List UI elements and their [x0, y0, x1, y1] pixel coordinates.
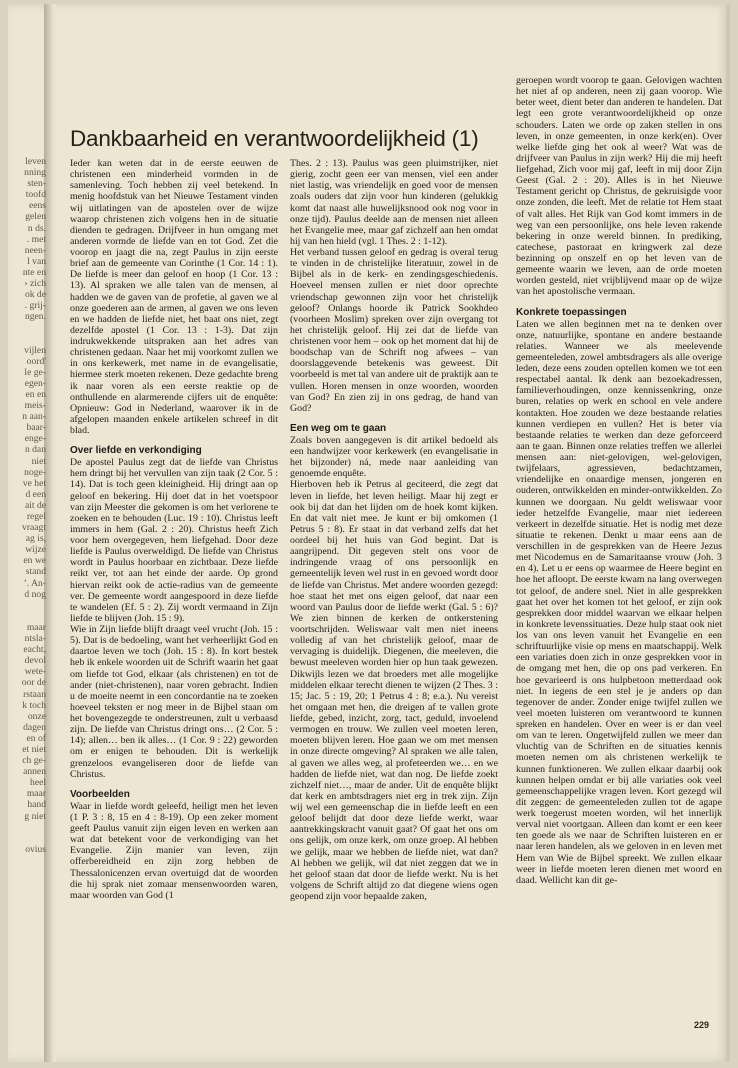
margin-fragment: ok de [24, 289, 46, 301]
intro-paragraph: Ieder kan weten dat in de eerste eeuwen de christenen een minderheid vormden in de samenleving. Toch hebben zij veel betekend. In menig hoofdstuk van het Nieuwe Testament vinden wij uitlatingen van de apostelen over de wijze waarop christenen zich volgens hen in de situatie dienden te gedragen. Drijfveer in hun omgang met anderen vormde de liefde van en tot God. Zet die voorop en jaagt die na, zegt Paulus in zijn eerste brief aan de gemeente van Corinthe (1 Cor. 14 : 1). De liefde is meer dan geloof en hoop (1 Cor. 13 : 13). Al spraken we alle talen van de mensen, al hadden we de gaven van de profetie, al gaven we al onze goederen aan de armen, al gaven we ons leven en we hadden de liefde niet, het baat ons niet, zegt dezelfde apostel (1 Cor. 13 : 1-3). Dat zijn indrukwekkende uitspraken aan het adres van christenen gedaan. Naar het mij voorkomt zullen we in ons kerkewerk, met name in de evangelisatie, hiermee sterk moeten rekenen. Deze gedachte breng ik naar voren als een eerste reaktie op de onthullende en alarmerende cijfers uit de enquête: Opnieuw: God in Nederland, waarover ik in de afgelopen maanden enkele artikelen schreef in dit blad. [70, 158, 278, 436]
margin-fragment: enge- [24, 433, 46, 445]
margin-fragment: toofd [25, 189, 46, 201]
margin-fragment: vraagt [22, 522, 46, 534]
margin-fragment: le ge- [24, 366, 46, 378]
margin-fragment [8, 611, 46, 622]
margin-fragment: ovius [25, 843, 46, 855]
margin-fragment: d nog [24, 588, 46, 600]
margin-fragment: egen- [24, 377, 46, 389]
margin-fragment: neen- [24, 244, 46, 256]
margin-fragment: ntsla- [24, 633, 46, 645]
margin-fragment: regel [26, 511, 46, 522]
margin-fragment: ait de [24, 499, 46, 511]
margin-fragment: en we [23, 555, 46, 567]
paragraph: De apostel Paulus zegt dat de liefde van Christus hem dringt bij het vervullen van zijn taak (2 Cor. 5 : 14). Dat is toch geen kleinigheid. Hij dringt aan op geloof en bekering. Hij doet dat in het voetspoor van zijn Meester die gekomen is om het verlorene te zoeken en te behouden (Luc. 19 : 10). Christus leeft immers in hem (Gal. 2 : 20). Christus heeft Zich voor hem overgegeven, hem liefgehad. Door deze liefde is Paulus overweldigd. De liefde van Christus wordt in Paulus hoorbaar en zichtbaar. Deze liefde reikt ver, tot aan het einde der aarde. Op grond hiervan reikt ook de actie-radius van de gemeente ver. De gemeente wordt aangespoord in deze liefde te wandelen (Ef. 5 : 2). Zij wordt vermaand in Zijn liefde te blijven (Joh. 15 : 9). [70, 457, 278, 624]
paragraph: Hierboven heb ik Petrus al geciteerd, die zegt dat leven in liefde, het leven heiligt. Maar hij zegt er ook bij dat dan het lijden om de hoek komt kijken. En dat valt niet mee. Je kunt er bij omkomen (1 Petrus 5 : 8). Er staat in dat verband zelfs dat het oordeel bij het huis van God begint. Dat is aangrijpend. Dit gegeven stelt ons voor de indringende vraag of ons persoonlijk en gemeentelijk leven wel rust in en gevoed wordt door de liefde van Christus. Met andere woorden gezegd: hoe staat het met ons eigen geloof, dat naar een woord van Paulus door de liefde werkt (Gal. 5 : 6)? We zien binnen de kerken de ontkerstening voortschrijden. Weliswaar valt men niet ineens volledig af van het christelijk geloof, maar de vervaging is duidelijk. Diegenen, die meeleven, die bewust meeleven worden hier op hun taak gewezen. Dikwijls lezen we dat broeders met alle mogelijke middelen elkaar terecht dienen te wijzen (2 Thes. 3 : 15; Jac. 5 : 19, 20; 1 Petrus 4 : 8; e.a.). Nu vereist het omgaan met hen, die dreigen af te vallen grote liefde, gebed, inzicht, zorg, tact, geduld, invoelend vermogen en trouw. We zullen veel moeten leren, moeten blijven leren. Hoe gaan we om met mensen in onze directe omgeving? Al spraken we alle talen, al gaven we alles weg, al profeteerden we… en we hadden de liefde niet, wat dan nog. De liefde zoekt zichzelf niet…, maar de ander. Uit de enquête blijkt dat kerk en ambtsdragers niet erg in trek zijn. Zijn wij wel een gemeenschap die in liefde leeft en een geloof belijdt dat door deze liefde werkt, waar aantrekkingskracht vanuit gaat? Of gaat het ons om ons gelijk, om onze kerk, om onze groep. Al hebben we gelijk, maar we hebben de liefde niet, wat dan? Al hebben we gelijk, wil dat niet zeggen dat we in het geloof staan dat door de liefde werkt. Nu is het volgens de Schrift altijd zo dat diegene wiens ogen geopend zijn voor bepaalde zaken, [290, 479, 498, 902]
margin-fragment: maar [26, 788, 46, 800]
column-3 [516, 75, 722, 1015]
margin-fragment: g niet [24, 810, 46, 822]
article-title: Dankbaarheid en verantwoordelijkheid (1) [70, 126, 479, 151]
margin-fragment: n ds. [27, 222, 46, 234]
heading-weg: Een weg om te gaan [290, 422, 387, 434]
margin-fragment: wijze [25, 544, 46, 556]
paragraph: Waar in liefde wordt geleefd, heiligt men het leven (1 P. 3 : 8, 15 en 4 : 8-19). Op een zeker moment geeft Paulus vanuit zijn eigen leven en werken aan wat dat betekent voor de verkondiging van het Evangelie. Zijn manier van leven, zijn offerbereidheid en zijn zorg hebben de Thessalonicenzen ervan overtuigd dat de woorden die hij sprak niet zomaar mensenwoorden waren, maar woorden van God (1 [70, 800, 278, 901]
margin-fragment: en en [25, 388, 46, 400]
margin-fragment: heel [30, 777, 46, 789]
margin-fragment: ag is, [25, 533, 46, 545]
margin-fragment: oord' [26, 355, 46, 367]
paragraph: Laten we allen beginnen met na te denken over onze, natuurlijke, spontane en andere bestaande relaties. Wanneer we als meelevende gemeenteleden, zowel ambtsdragers als alle overige leden, deze eens zouden optellen komen we tot een respectabel aantal. Ik denk aan bezoekadressen, familieverhoudingen, onze kennissenkring, onze buren, relaties op werk en school en vele andere kontakten. Hoe zouden we deze bestaande relaties kunnen verdiepen en vullen? Het is beter via bestaande relaties te werken dan deze geforceerd aan te gaan. Binnen onze relaties treffen we allerlei mensen aan: niet-gelovigen, wel-gelovigen, twijfelaars, agressieven, bedachtzamen, vriendelijke en onaardige mensen, jongeren en ouderen, ontwikkelden en minder-ontwikkelden. Zo kunnen we doorgaan. Nu geldt weliswaar voor ieder hetzelfde Evangelie, maar niet iedereen verkeert in dezelfde situatie. Het is nodig met deze situatie te rekenen. Denkt u maar eens aan de verschillen in de gesprekken van de Heere Jezus met Nicodemus en de Samaritaanse vrouw (Joh. 3 en 4). Let u er eens op waarmee de Heere begint en hoe het afloopt. De eerste kwam na lang overwegen tot geloof, de andere snel. Niet in alle gesprekken gaat het over het komen tot het geloof, er zijn ook gesprekken door middel waarvan we elkaar helpen in konkrete levenssituaties. Deze hulp staat ook niet los van ons leven vanuit het Evangelie en een schriftuurlijke visie op mens en maatschappij. Welk een variaties doen zich in onze gesprekken voor in de omgang met hen, die op ons pad verkeren. En hoe gevarieerd is ons hulpbetoon metterdaad ook niet. In iegens de een stel je je anders op dan tegenover de ander. Zonder enige twijfel zullen we veel moeten luisteren om verantwoord te kunnen spreken en handelen. Over en weer is er dan veel om van te leren. Ongetwijfeld zullen we meer dan vluchtig van de Schriften en de situaties kennis moeten nemen om als christenen werkelijk te kunnen funktioneren. We zullen elkaar daarbij ook kunnen helpen omdat er bij alle variaties ook veel gemeenschappelijke vragen leven. Kort gezegd wil dit zeggen: de gemeenteleden zullen tot de agape werk toegerust moeten worden, wil het innerlijk verval niet voortgaan. Alleen dan komt er een keer ten goede als we naar de Schriften luisteren en er naar leren handelen, als we geloven in en leven met Hem van Wie de Bijbel spreekt. We zullen elkaar weer in liefde moeten leren dienen met woord en daad. Wellicht kan dit ge- [516, 318, 722, 886]
margin-fragment: et niet [22, 743, 46, 755]
margin-fragment: ch ge- [22, 755, 46, 767]
paragraph: Het verband tussen geloof en gedrag is overal terug te vinden in de christelijke literatuur, zowel in de Bijbel als in de kerk- en zendingsgeschiedenis. Hoeveel mensen zullen er niet door oprechte vriendschap gewonnen zijn voor het christelijk geloof? Onlangs hoorde ik Patrick Sookhdeo (voorheen Moslim) spreken over zijn overgang tot het christelijk geloof. Hij zei dat de liefde van christenen voor hem – ook op het moment dat hij de boodschap van de Schrift nog afwees – van doorslaggevende betekenis was geweest. Dit voorbeeld is met tal van andere uit de praktijk aan te vullen. Horen mensen in onze woorden, woorden van God? En zien zij in ons gedrag, de hand van God? [290, 247, 498, 414]
margin-fragment: en of [26, 732, 46, 744]
margin-fragment: nning [24, 167, 46, 179]
margin-fragment: hand [27, 799, 46, 811]
margin-fragment: sten- [27, 178, 46, 190]
margin-fragment: maar [26, 621, 46, 633]
margin-fragment: n dan [24, 444, 46, 456]
margin-fragment: › zich [24, 278, 46, 290]
margin-fragment: noge- [24, 466, 46, 478]
margin-fragment: k toch [22, 699, 46, 711]
margin-fragment [8, 600, 46, 611]
column-1 [70, 158, 278, 1008]
heading-konkrete: Konkrete toepassingen [516, 306, 627, 318]
margin-fragment: annen [23, 766, 46, 778]
margin-fragment: ve het [22, 477, 46, 489]
margin-fragment: l van [27, 255, 46, 267]
margin-fragment: rstaan [23, 688, 46, 700]
column-2 [290, 158, 498, 1008]
previous-page-fragments [8, 156, 46, 855]
paragraph: Thes. 2 : 13). Paulus was geen pluimstrijker, niet gierig, zocht geen eer van mensen, viel een ander niet lastig, was vriendelijk en goed voor de mensen zoals ouders dat zijn voor hun kinderen (gelukkig komt dat naast alle huwelijksnood ook nog voor in onze tijd). Paulus deelde aan de mensen niet alleen het Evangelie mee, maar gaf zichzelf aan hen omdat hij van hen hield (vgl. 1 Thes. 2 : 1-12). [290, 158, 498, 247]
heading-liefde: Over liefde en verkondiging [70, 445, 202, 457]
paragraph: geroepen wordt voorop te gaan. Gelovigen wachten het niet af op anderen, neen zij gaan voorop. Wie beter weet, dient beter dan anderen te handelen. Dat legt een grote verantwoordelijkheid op onze schouders. Laten we orde op zaken stellen in ons leven, in onze gemeenten, in onze kerk(en). Over welke liefde ging het ook al weer? Wat was de drijfveer van Paulus in zijn werk? Hij die mij heeft liefgehad, Zich voor mij gaf, leeft in mij door Zijn Geest (Gal. 2 : 20). Alles is in het Nieuwe Testament gericht op Christus, de gekruisigde voor onze zonden, die leeft. Met de relatie tot Hem staat of valt alles. Het Rijk van God komt immers in de weg van een persoonlijke, ons hele leven rakende bekering in onze wereld binnen. In prediking, catechese, pastoraat en kringwerk zal deze bezinning op onszelf en op het leven van de gemeente waarin we leven, aan de orde moeten worden gesteld, niet vrijblijvend maar op de wijze van het apostolische vermaan. [516, 75, 722, 298]
margin-fragment [8, 822, 46, 833]
margin-fragment: . grij- [24, 300, 46, 312]
margin-fragment [8, 334, 46, 345]
margin-fragment [8, 322, 46, 333]
magazine-page [8, 4, 730, 1062]
page-number: 229 [694, 1020, 710, 1030]
margin-fragment: onze [27, 710, 46, 722]
paragraph: Zoals boven aangegeven is dit artikel bedoeld als een handwijzer voor kerkewerk (en evangelisatie in het bijzonder) ná, mede naar aanleiding van genoemde enquête. [290, 434, 498, 480]
margin-fragment: eacht, [23, 644, 46, 656]
margin-fragment: wete- [24, 666, 46, 678]
margin-fragment: devol [24, 655, 46, 667]
margin-fragment: nte en [22, 266, 46, 278]
margin-fragment [8, 833, 46, 844]
margin-fragment: . met [26, 233, 46, 245]
paragraph: Wie in Zijn liefde blijft draagt veel vrucht (Joh. 15 : 5). Dat is de bedoeling, want het verheerlijkt God en daartoe leven we toch (Joh. 15 : 8). In kort bestek heb ik enkele woorden uit de Schrift waarin het gaat om liefde tot God, elkaar (als christenen) en tot de ander (niet-christenen), naar voren gebracht. Indien u de moeite neemt in een concordantie na te zoeken hoeveel teksten er nog meer in de Bijbel staan om het bovengezegde te onderstreunen, zult u verbaasd zijn. De liefde van Christus dringt ons… (2 Cor. 5 : 14); allen… ben ik alles… (1 Cor. 9 : 22) geworden om er enigen te behouden. Dit is werkelijk grenzeloos evangeliseren door de liefde van Christus. [70, 624, 278, 780]
margin-fragment: gelen [25, 211, 46, 223]
margin-fragment: oor de [21, 677, 46, 689]
heading-voorbeelden: Voorbeelden [70, 788, 130, 800]
margin-fragment: niet [31, 455, 46, 467]
margin-fragment: ’. An- [23, 577, 46, 589]
margin-fragment: eens [28, 200, 46, 212]
margin-fragment: meis- [24, 400, 46, 412]
margin-fragment: baar- [26, 422, 46, 434]
margin-fragment: n aan- [22, 411, 46, 423]
margin-fragment: stand [25, 566, 46, 578]
margin-fragment: vijlen [24, 344, 46, 356]
margin-fragment: dagen [23, 721, 46, 733]
margin-fragment: ngen. [24, 311, 46, 323]
margin-fragment: d een [25, 488, 46, 500]
margin-fragment: leven [25, 156, 46, 167]
page-edge [726, 4, 730, 1062]
